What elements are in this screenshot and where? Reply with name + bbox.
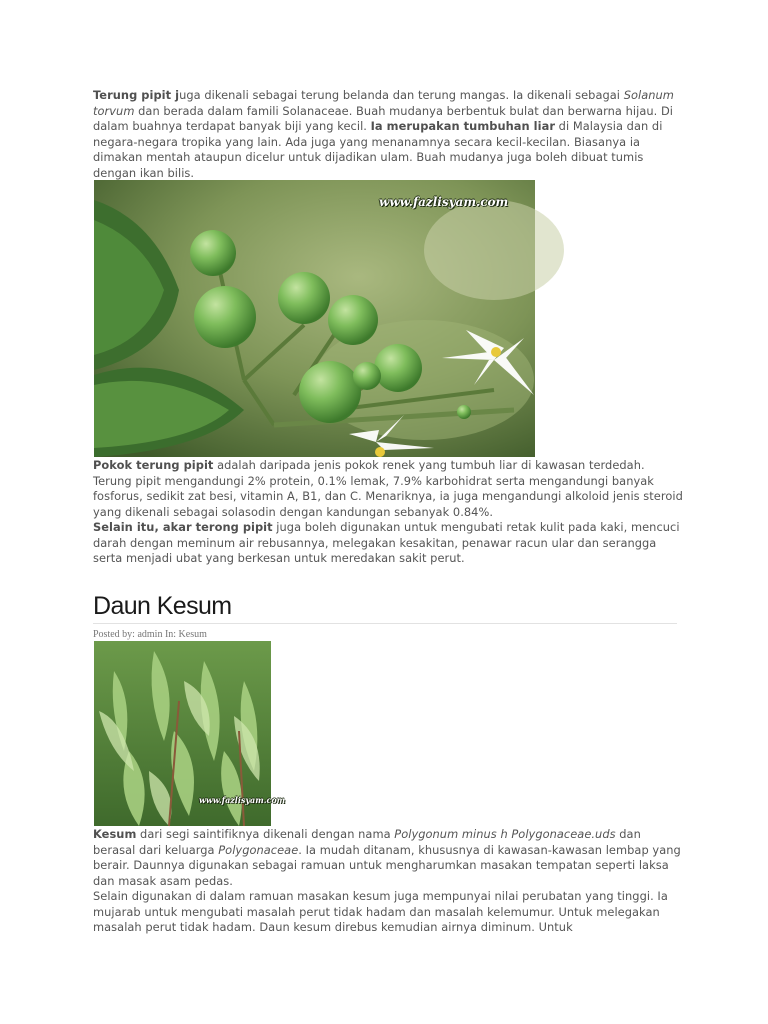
intro-paragraph: Terung pipit juga dikenali sebagai terung belanda dan terung mangas. Ia dikenali sebagai Solanum torvum dan berada dalam famili Solanaceae. Buah mudanya berbentuk bulat dan berwarna hijau. Di dalam buahnya terdapat banyak biji yang kecil. Ia merupakan tumbuhan liar di Malaysia dan di negara-negara tropika yang lain. Ada juga yang menanamnya secara kecil-kecilan. Biasanya ia dimakan mentah ataupun dicelur untuk dijadikan ulam. Buah mudanya juga boleh dibuat tumis dengan ikan bilis. xyxy=(93,88,674,180)
photo-watermark: www.fazlisyam.com xyxy=(379,195,509,209)
photo-watermark: www.fazlisyam.com xyxy=(199,795,286,805)
scientific-name: Polygonum minus h Polygonaceae.uds xyxy=(394,827,616,841)
bold-text: Kesum xyxy=(93,827,137,841)
post-meta: Posted by: admin In: Kesum xyxy=(93,629,207,640)
divider xyxy=(93,623,677,624)
bold-text: Selain itu, akar terong pipit xyxy=(93,520,273,534)
terung-pipit-paragraph: Pokok terung pipit adalah daripada jenis pokok renek yang tumbuh liar di kawasan terdedah. Terung pipit mengandungi 2% protein, 0.1% lemak, 7.9% karbohidrat serta mengandungi banyak fosforus, sedikit zat besi, vitamin A, B1, dan C. Menariknya, ia juga mengandungi alkoloid jenis steroid yang dikenali sebagai solasodin dengan kandungan sebanyak 0.84%. xyxy=(93,458,683,519)
family-name: Polygonaceae xyxy=(218,842,299,857)
terung-pipit-photo xyxy=(94,180,535,457)
scientific-name: Solanum torvum xyxy=(93,88,674,118)
kesum-medicine-paragraph: Selain digunakan di dalam ramuan masakan kesum juga mempunyai nilai perubatan yang tinggi. Ia mujarab untuk mengubati masalah perut tidak hadam dan masalah kelemumur. Untuk melegakan masalah perut tidak hadam. Daun kesum direbus kemudian airnya diminum. Untuk xyxy=(93,889,668,934)
bold-text: Ia merupakan tumbuhan liar xyxy=(370,119,555,133)
bold-text: Terung pipit j xyxy=(93,88,180,102)
post-title: Daun Kesum xyxy=(93,592,232,620)
bold-text: Pokok terung pipit xyxy=(93,458,214,472)
terung-pipit-illustration xyxy=(94,180,535,457)
kesum-paragraph: Kesum dari segi saintifiknya dikenali dengan nama Polygonum minus h Polygonaceae.uds dan berasal dari keluarga Polygonaceae. Ia mudah ditanam, khususnya di kawasan-kawasan lembap yang berair. Daunnya digunakan sebagai ramuan untuk mengharumkan masakan tempatan seperti laksa dan masak asam pedas. xyxy=(93,827,681,888)
kesum-photo xyxy=(94,641,286,826)
akar-paragraph: Selain itu, akar terong pipit juga boleh digunakan untuk mengubati retak kulit pada kaki, mencuci darah dengan meminum air rebusannya, melegakan kesakitan, penawar racun ular dan serangga serta menjadi ubat yang berkesan untuk meredakan sakit perut. xyxy=(93,520,680,565)
